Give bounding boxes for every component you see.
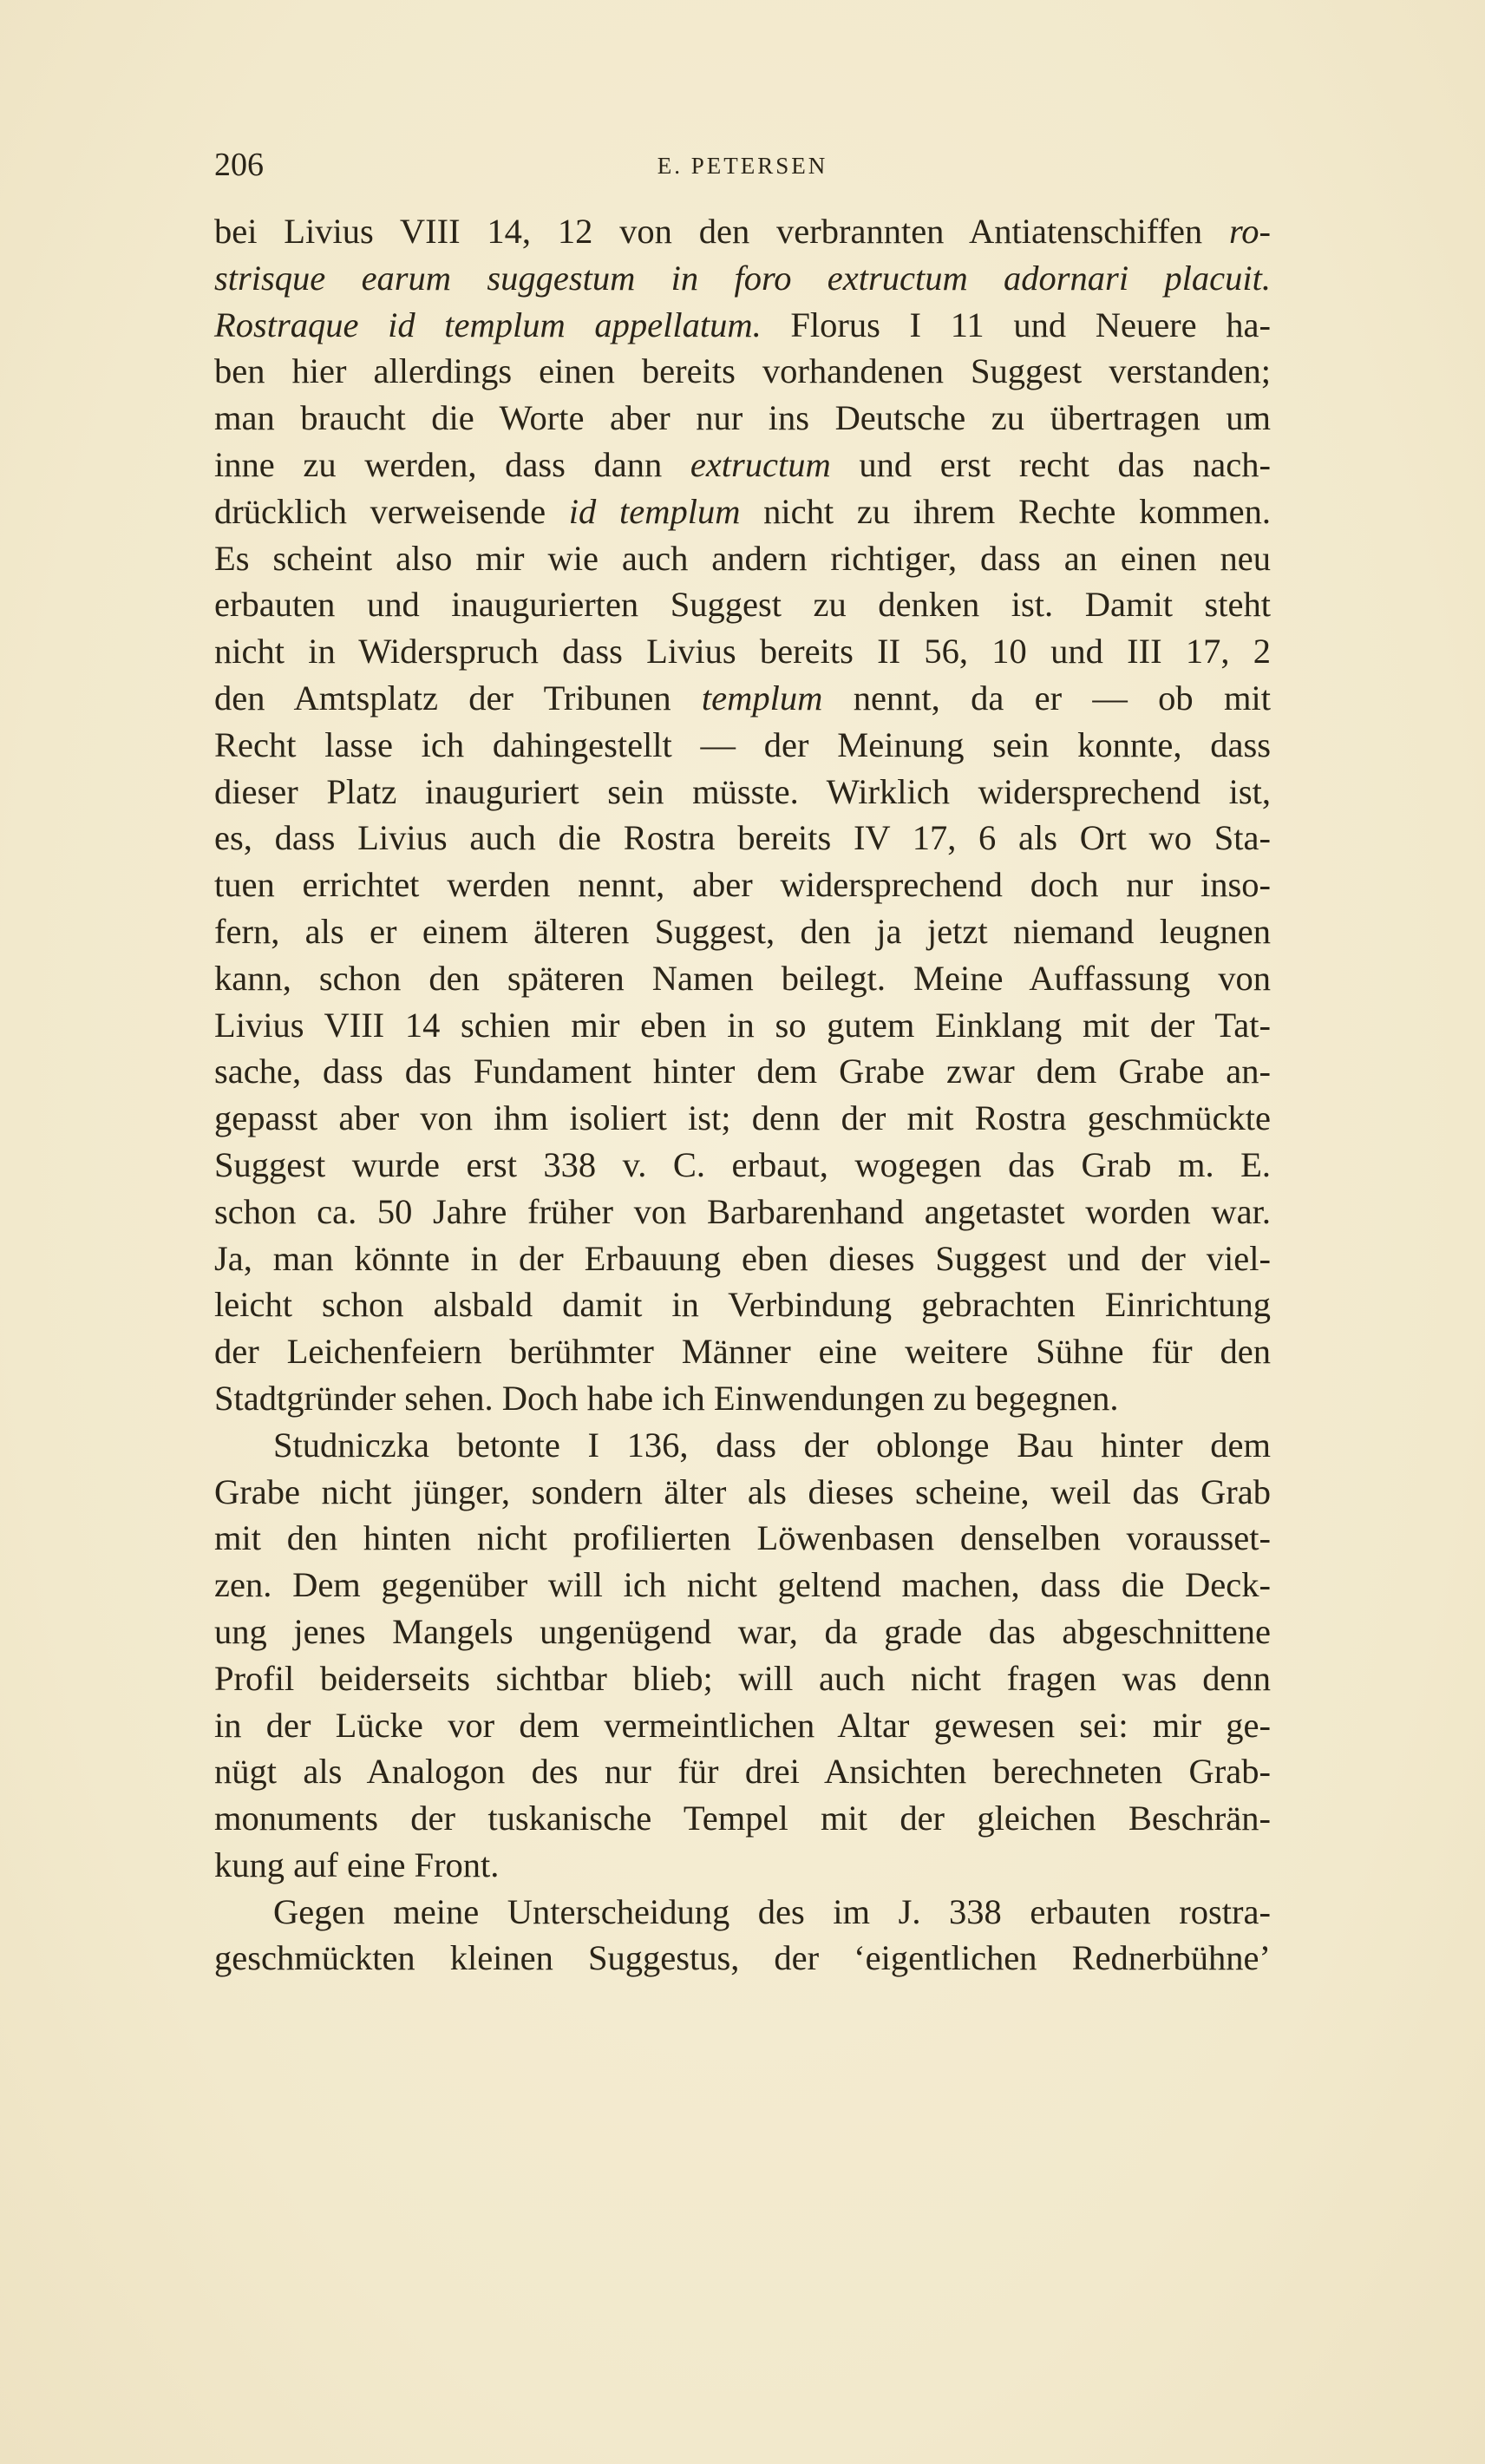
italic-text: extructum — [690, 444, 831, 484]
text-segment: Suggest wurde erst 338 v. C. erbaut, wogegen das Grab m. E. — [214, 1144, 1271, 1184]
text-segment: gepasst aber von ihm isoliert ist; denn der mit Rostra geschmückte — [214, 1098, 1271, 1138]
text-line — [214, 1935, 1271, 1982]
text-line — [214, 1048, 1271, 1095]
text-segment: sache, dass das Fundament hinter dem Grabe zwar dem Grabe an- — [214, 1052, 1271, 1091]
text-segment: kann, schon den späteren Namen beilegt. Meine Auffassung von — [214, 958, 1271, 998]
text-segment: kung auf eine Front. — [214, 1845, 500, 1884]
text-segment: Florus I 11 und Neuere ha- — [761, 305, 1271, 344]
text-line — [214, 1609, 1271, 1655]
text-line — [214, 1328, 1271, 1375]
text-segment: zen. Dem gegenüber will ich nicht geltend machen, dass die Deck- — [214, 1565, 1271, 1605]
text-line — [214, 1562, 1271, 1609]
text-segment: nennt, da er — ob mit — [822, 678, 1271, 718]
text-line — [214, 488, 1271, 535]
text-line — [214, 628, 1271, 675]
text-line — [214, 1795, 1271, 1842]
text-line — [214, 1889, 1271, 1936]
text-segment: Livius VIII 14 schien mir eben in so gutem Einklang mit der Tat- — [214, 1005, 1271, 1045]
text-line — [214, 862, 1271, 908]
italic-text: templum — [701, 678, 823, 718]
text-line — [214, 769, 1271, 816]
text-line — [214, 1095, 1271, 1142]
text-segment: schon ca. 50 Jahre früher von Barbarenhand angetastet worden war. — [214, 1191, 1271, 1231]
body-text — [214, 208, 1271, 1982]
text-segment: nügt als Analogon des nur für drei Ansichten berechneten Grab- — [214, 1752, 1271, 1792]
text-segment: tuen errichtet werden nennt, aber widersprechend doch nur inso- — [214, 865, 1271, 905]
page-number: 206 — [214, 147, 264, 183]
text-line — [214, 908, 1271, 955]
text-segment: nicht zu ihrem Rechte kommen. — [740, 491, 1271, 531]
text-line — [214, 1375, 1271, 1422]
text-line — [214, 302, 1271, 349]
text-segment: Stadtgründer sehen. Doch habe ich Einwendungen zu begegnen. — [214, 1378, 1119, 1418]
running-head: E. PETERSEN — [657, 153, 828, 179]
text-line — [214, 442, 1271, 488]
text-segment: ung jenes Mangels ungenügend war, da grade das abgeschnittene — [214, 1611, 1271, 1651]
text-segment: Profil beiderseits sichtbar blieb; will auch nicht fragen was denn — [214, 1658, 1271, 1698]
text-segment: geschmückten kleinen Suggestus, der ‘eigentlichen Rednerbühne’ — [214, 1938, 1271, 1978]
text-line — [214, 255, 1271, 302]
text-line — [214, 1469, 1271, 1516]
text-segment: man braucht die Worte aber nur ins Deutsche zu übertragen um — [214, 398, 1271, 438]
text-segment: bei Livius VIII 14, 12 von den verbrannten Antiatenschiffen — [214, 212, 1229, 251]
text-line — [214, 1189, 1271, 1235]
text-line — [214, 395, 1271, 442]
text-segment: drücklich verweisende — [214, 491, 569, 531]
text-segment: ben hier allerdings einen bereits vorhandenen Suggest verstanden; — [214, 351, 1271, 391]
italic-text: id templum — [568, 491, 741, 531]
text-segment: leicht schon alsbald damit in Verbindung gebrachten Einrichtung — [214, 1285, 1271, 1325]
text-line — [214, 1235, 1271, 1282]
text-line — [214, 1002, 1271, 1049]
text-segment: fern, als er einem älteren Suggest, den ja jetzt niemand leugnen — [214, 911, 1271, 951]
text-segment: erbauten und inaugurierten Suggest zu denken ist. Damit steht — [214, 585, 1271, 625]
text-segment: Gegen meine Unterscheidung des im J. 338 erbauten rostra- — [273, 1891, 1271, 1931]
text-line — [214, 208, 1271, 255]
text-segment: der Leichenfeiern berühmter Männer eine weitere Sühne für den — [214, 1332, 1271, 1372]
italic-text: ro- — [1229, 212, 1271, 251]
text-line — [214, 535, 1271, 582]
text-line — [214, 581, 1271, 628]
text-line — [214, 675, 1271, 722]
text-line — [214, 815, 1271, 862]
text-line — [214, 1655, 1271, 1702]
text-line — [214, 1142, 1271, 1189]
text-line — [214, 1702, 1271, 1749]
text-line — [214, 1422, 1271, 1469]
text-segment: dieser Platz inauguriert sein müsste. Wirklich widersprechend ist, — [214, 771, 1271, 811]
text-line — [214, 955, 1271, 1002]
page-header — [214, 146, 1271, 189]
text-segment: in der Lücke vor dem vermeintlichen Altar gewesen sei: mir ge- — [214, 1705, 1271, 1745]
text-line — [214, 722, 1271, 769]
text-segment: Ja, man könnte in der Erbauung eben dieses Suggest und der viel- — [214, 1238, 1271, 1278]
text-segment: den Amtsplatz der Tribunen — [214, 678, 702, 718]
text-line — [214, 1842, 1271, 1889]
text-segment: mit den hinten nicht profilierten Löwenbasen denselben vorausset- — [214, 1518, 1271, 1558]
italic-text: strisque earum suggestum in foro extructum adornari placuit. — [214, 258, 1271, 298]
text-segment: nicht in Widerspruch dass Livius bereits II 56, 10 und III 17, 2 — [214, 632, 1271, 672]
text-segment: inne zu werden, dass dann — [214, 444, 690, 484]
text-segment: monuments der tuskanische Tempel mit der gleichen Beschrän- — [214, 1799, 1271, 1838]
text-segment: es, dass Livius auch die Rostra bereits IV 17, 6 als Ort wo Sta- — [214, 818, 1271, 858]
text-line — [214, 1281, 1271, 1328]
text-line — [214, 1515, 1271, 1562]
text-segment: Grabe nicht jünger, sondern älter als dieses scheine, weil das Grab — [214, 1471, 1271, 1511]
italic-text: Rostraque id templum appellatum. — [214, 305, 762, 344]
text-line — [214, 348, 1271, 395]
text-segment: Studniczka betonte I 136, dass der oblonge Bau hinter dem — [273, 1425, 1271, 1465]
text-segment: Recht lasse ich dahingestellt — der Meinung sein konnte, dass — [214, 724, 1271, 764]
text-segment: Es scheint also mir wie auch andern richtiger, dass an einen neu — [214, 538, 1271, 578]
text-line — [214, 1748, 1271, 1795]
text-segment: und erst recht das nach- — [830, 444, 1271, 484]
